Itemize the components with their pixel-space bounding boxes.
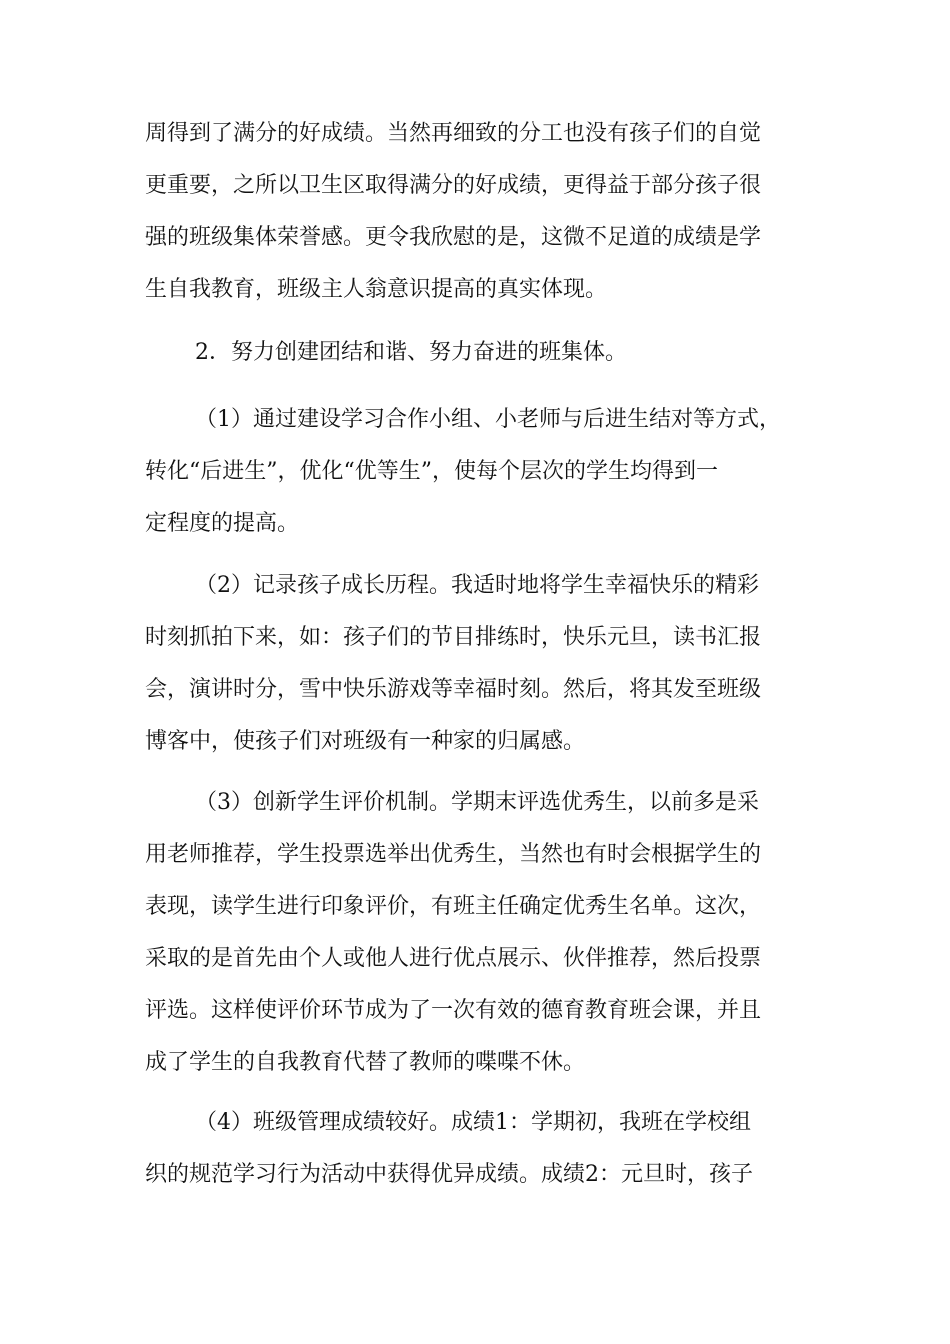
text-line: 定程度的提高。 — [145, 511, 300, 536]
text-line: 成了学生的自我教育代替了教师的喋喋不休。 — [145, 1050, 586, 1075]
section-heading — [145, 327, 810, 379]
text-line: 更重要，之所以卫生区取得满分的好成绩，更得益于部分孩子很 — [145, 173, 762, 198]
text-line: 评选。这样使评价环节成为了一次有效的德育教育班会课，并且 — [145, 998, 762, 1023]
text-line: 转化“后进生”，优化“优等生”，使每个层次的学生均得到一 — [145, 459, 718, 484]
paragraph-item-3 — [145, 777, 810, 1089]
text-line: 强的班级集体荣誉感。更令我欣慰的是，这微不足道的成绩是学 — [145, 225, 762, 250]
text-line: 时刻抓拍下来，如：孩子们的节目排练时，快乐元旦，读书汇报 — [145, 625, 762, 650]
paragraph-item-2 — [145, 560, 810, 768]
text-line: 会，演讲时分，雪中快乐游戏等幸福时刻。然后，将其发至班级 — [145, 677, 762, 702]
text-line: 2．努力创建团结和谐、努力奋进的班集体。 — [195, 340, 627, 365]
text-line: （1）通过建设学习合作小组、小老师与后进生结对等方式， — [195, 407, 781, 432]
text-line: 生自我教育，班级主人翁意识提高的真实体现。 — [145, 277, 608, 302]
text-line: 表现，读学生进行印象评价，有班主任确定优秀生名单。这次， — [145, 894, 762, 919]
paragraph-item-4 — [145, 1097, 810, 1201]
text-line: 采取的是首先由个人或他人进行优点展示、伙伴推荐，然后投票 — [145, 946, 762, 971]
text-line: 博客中，使孩子们对班级有一种家的归属感。 — [145, 729, 586, 754]
text-line: 用老师推荐，学生投票选举出优秀生，当然也有时会根据学生的 — [145, 842, 762, 867]
text-line: （3）创新学生评价机制。学期末评选优秀生，以前多是采 — [195, 790, 759, 815]
text-line: （4）班级管理成绩较好。成绩1：学期初，我班在学校组 — [195, 1110, 751, 1135]
paragraph-continuation — [145, 108, 810, 316]
text-line: 周得到了满分的好成绩。当然再细致的分工也没有孩子们的自觉 — [145, 121, 762, 146]
paragraph-item-1 — [145, 394, 810, 550]
text-line: （2）记录孩子成长历程。我适时地将学生幸福快乐的精彩 — [195, 573, 759, 598]
text-line: 织的规范学习行为活动中获得优异成绩。成绩2：元旦时，孩子 — [145, 1162, 753, 1187]
